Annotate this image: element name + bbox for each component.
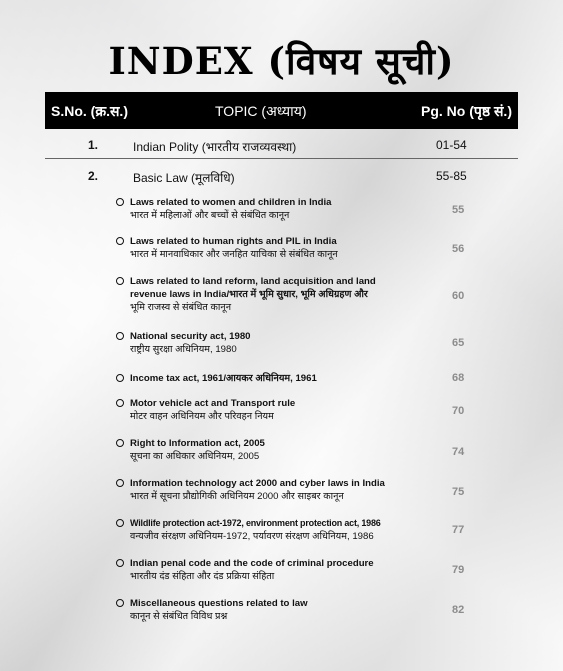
item-title-en: Wildlife protection act-1972, environment protection act, 1986 [130,518,381,528]
item-title-en: Laws related to human rights and PIL in India [130,236,337,247]
item-title-en: National security act, 1980 [130,331,251,342]
circle-bullet-icon [116,399,124,407]
circle-bullet-icon [116,198,124,206]
row-number: 2. [88,169,99,183]
row-topic: Indian Polity (भारतीय राजव्यवस्था) [133,140,297,154]
circle-bullet-icon [116,237,124,245]
item-title-hi: भारत में सूचना प्रौद्योगिकी अधिनियम 2000 और साइबर कानून [130,491,344,502]
item-title-hi: भारत में महिलाओं और बच्चों से संबंधित कानून [130,210,290,221]
row-page: 01-54 [436,138,467,152]
circle-bullet-icon [116,519,124,527]
item-page: 55 [452,204,465,216]
table-row [45,165,518,187]
row-topic: Basic Law (मूलविधि) [133,171,235,185]
row-number: 1. [88,138,99,152]
row-page: 55-85 [436,169,467,183]
item-title-mixed: revenue laws in India/भारत में भूमि सुधार, भूमि अधिग्रहण और [130,289,368,300]
item-title-en: Indian penal code and the code of criminal procedure [130,558,374,569]
item-title-en: Right to Information act, 2005 [130,438,265,449]
item-title-en: Information technology act 2000 and cyber laws in India [130,478,385,489]
header-page: Pg. No (पृष्ठ सं.) [421,103,512,119]
item-title-hi: वन्यजीव संरक्षण अधिनियम-1972, पर्यावरण संरक्षण अधिनियम, 1986 [130,531,374,542]
row-divider [45,158,518,159]
item-page: 70 [452,405,465,417]
item-title-en: Laws related to women and children in India [130,197,332,208]
item-page: 60 [452,290,465,302]
item-title-en: Income tax act, 1961/आयकर अधिनियम, 1961 [130,373,317,384]
item-page: 77 [452,524,465,536]
page-title: INDEX (विषय सूची) [108,39,455,83]
circle-bullet-icon [116,559,124,567]
item-page: 75 [452,486,465,498]
circle-bullet-icon [116,332,124,340]
item-page: 79 [452,564,465,576]
item-page: 68 [452,372,465,384]
item-page: 56 [452,243,465,255]
circle-bullet-icon [116,374,124,382]
item-page: 74 [452,446,465,458]
item-title-hi: राष्ट्रीय सुरक्षा अधिनियम, 1980 [130,344,237,355]
header-sno: S.No. (क्र.स.) [51,103,128,119]
table-row [45,134,518,156]
header-topic: TOPIC (अध्याय) [215,103,307,119]
item-page: 65 [452,337,465,349]
item-title-hi: भारतीय दंड संहिता और दंड प्रक्रिया संहिता [130,571,275,582]
item-title-en: Motor vehicle act and Transport rule [130,398,296,409]
table-header [45,92,518,129]
item-page: 82 [452,604,465,616]
item-title-hi: मोटर वाहन अधिनियम और परिवहन नियम [130,411,274,422]
item-title-en: Miscellaneous questions related to law [130,598,308,609]
item-title-hi: कानून से संबंधित विविध प्रश्न [130,611,228,622]
circle-bullet-icon [116,439,124,447]
item-title-hi: भूमि राजस्व से संबंधित कानून [130,302,232,313]
circle-bullet-icon [116,599,124,607]
item-title-en: Laws related to land reform, land acquisition and land [130,276,376,287]
item-title-hi: सूचना का अधिकार अधिनियम, 2005 [130,451,260,462]
circle-bullet-icon [116,277,124,285]
circle-bullet-icon [116,479,124,487]
item-title-hi: भारत में मानवाधिकार और जनहित याचिका से संबंधित कानून [130,249,338,260]
